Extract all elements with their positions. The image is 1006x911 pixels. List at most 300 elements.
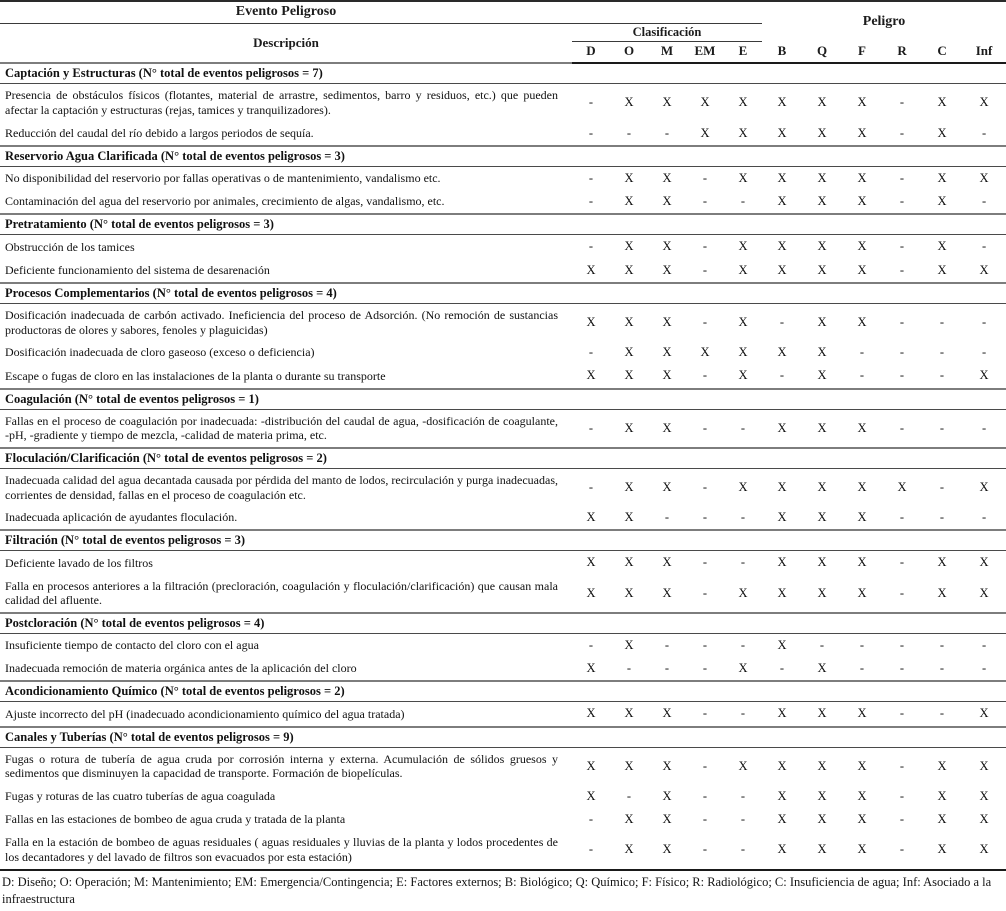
section-title: Pretratamiento (N° total de eventos peligrosos = 3) xyxy=(0,214,1006,235)
mark-cell: - xyxy=(702,788,708,803)
col-header-o: O xyxy=(610,42,648,63)
mark-cell: X xyxy=(586,510,596,525)
mark-cell: - xyxy=(702,842,708,857)
mark-cell: - xyxy=(981,420,987,435)
mark-cell: X xyxy=(937,585,947,600)
event-row xyxy=(0,785,1006,808)
event-description: No disponibilidad del reservorio por fallas operativas o de mantenimiento, vandalismo etc. xyxy=(5,171,441,186)
mark-cell: X xyxy=(624,239,634,254)
mark-cell: X xyxy=(777,125,787,140)
section-title: Coagulación (N° total de eventos peligrosos = 1) xyxy=(0,389,1006,410)
section-title: Postcloración (N° total de eventos peligrosos = 4) xyxy=(0,613,1006,634)
section-title: Filtración (N° total de eventos peligrosos = 3) xyxy=(0,530,1006,551)
event-description: Deficiente lavado de los filtros xyxy=(5,555,153,570)
event-row xyxy=(0,303,1006,341)
mark-cell: - xyxy=(981,661,987,676)
mark-cell: X xyxy=(979,262,989,277)
mark-cell: X xyxy=(817,585,827,600)
mark-cell: X xyxy=(624,842,634,857)
mark-cell: - xyxy=(702,661,708,676)
mark-cell: X xyxy=(777,842,787,857)
mark-cell: - xyxy=(740,812,746,827)
event-row xyxy=(0,235,1006,259)
event-row xyxy=(0,122,1006,146)
mark-cell: - xyxy=(939,637,945,652)
mark-cell: X xyxy=(857,239,867,254)
header-row-top xyxy=(0,1,1006,24)
event-row xyxy=(0,259,1006,283)
mark-cell: - xyxy=(740,194,746,209)
mark-cell: X xyxy=(857,758,867,773)
mark-cell: - xyxy=(859,345,865,360)
mark-cell: - xyxy=(588,637,594,652)
mark-cell: X xyxy=(817,170,827,185)
mark-cell: X xyxy=(937,842,947,857)
mark-cell: X xyxy=(662,262,672,277)
mark-cell: X xyxy=(817,368,827,383)
mark-cell: - xyxy=(588,479,594,494)
col-header-r: R xyxy=(882,42,922,63)
event-description: Deficiente funcionamiento del sistema de desarenación xyxy=(5,262,270,277)
event-description: Fugas o rotura de tubería de agua cruda por corrosión interna y externa. Acumulación de sólidos gruesos y sedimentos que disminuyen la capacidad de transporte. Formación de biopelículas. xyxy=(5,751,558,781)
mark-cell: X xyxy=(937,170,947,185)
mark-cell: X xyxy=(586,262,596,277)
mark-cell: X xyxy=(857,262,867,277)
mark-cell: X xyxy=(700,345,710,360)
mark-cell: X xyxy=(817,758,827,773)
section-title: Acondicionamiento Químico (N° total de eventos peligrosos = 2) xyxy=(0,681,1006,702)
mark-cell: - xyxy=(702,479,708,494)
event-description: Dosificación inadecuada de carbón activado. Ineficiencia del proceso de Adsorción. (No remoción de sustancias productoras de olores y sabores, fenoles y plaguicidas) xyxy=(5,307,558,337)
mark-cell: X xyxy=(738,314,748,329)
mark-cell: X xyxy=(817,842,827,857)
col-header-q: Q xyxy=(802,42,842,63)
descripcion-header: Descripción xyxy=(253,34,319,50)
mark-cell: X xyxy=(857,479,867,494)
clasificacion-header: Clasificación xyxy=(572,24,762,42)
col-header-c: C xyxy=(922,42,962,63)
mark-cell: X xyxy=(777,758,787,773)
mark-cell: X xyxy=(937,758,947,773)
mark-cell: X xyxy=(979,758,989,773)
event-row xyxy=(0,702,1006,727)
mark-cell: X xyxy=(662,555,672,570)
mark-cell: X xyxy=(700,95,710,110)
mark-cell: - xyxy=(899,555,905,570)
col-header-f: F xyxy=(842,42,882,63)
event-description: Falla en procesos anteriores a la filtración (precloración, coagulación y floculación/clarificación) que causan mala calidad del afluente. xyxy=(5,578,558,608)
mark-cell: X xyxy=(979,842,989,857)
mark-cell: X xyxy=(857,842,867,857)
mark-cell: - xyxy=(740,420,746,435)
mark-cell: - xyxy=(588,95,594,110)
section-header-row xyxy=(0,448,1006,469)
section-header-row xyxy=(0,530,1006,551)
col-header-e: E xyxy=(724,42,762,63)
mark-cell: X xyxy=(662,585,672,600)
section-title: Procesos Complementarios (N° total de eventos peligrosos = 4) xyxy=(0,283,1006,304)
mark-cell: X xyxy=(979,812,989,827)
mark-cell: X xyxy=(979,555,989,570)
mark-cell: - xyxy=(740,555,746,570)
mark-cell: X xyxy=(857,170,867,185)
peligro-title: Peligro xyxy=(862,13,906,29)
mark-cell: X xyxy=(738,239,748,254)
mark-cell: X xyxy=(662,239,672,254)
mark-cell: - xyxy=(899,842,905,857)
mark-cell: X xyxy=(857,95,867,110)
event-description: Escape o fugas de cloro en las instalaciones de la planta o durante su transporte xyxy=(5,368,386,383)
mark-cell: X xyxy=(857,314,867,329)
mark-cell: - xyxy=(939,661,945,676)
mark-cell: X xyxy=(897,479,907,494)
mark-cell: - xyxy=(588,170,594,185)
mark-cell: X xyxy=(979,706,989,721)
mark-cell: X xyxy=(857,125,867,140)
mark-cell: - xyxy=(702,555,708,570)
mark-cell: - xyxy=(899,170,905,185)
section-header-row xyxy=(0,613,1006,634)
mark-cell: X xyxy=(624,758,634,773)
mark-cell: X xyxy=(979,585,989,600)
event-description: Presencia de obstáculos físicos (flotantes, material de arrastre, sedimentos, barro y residuos, etc.) que pueden afectar la captación y estructuras (rejas, tamices y tranquilizadores). xyxy=(5,88,558,118)
event-row xyxy=(0,747,1006,785)
mark-cell: X xyxy=(817,345,827,360)
mark-cell: - xyxy=(899,95,905,110)
mark-cell: - xyxy=(664,637,670,652)
evento-peligroso-title: Evento Peligroso xyxy=(0,1,572,24)
mark-cell: X xyxy=(624,510,634,525)
mark-cell: - xyxy=(779,661,785,676)
mark-cell: X xyxy=(937,239,947,254)
mark-cell: X xyxy=(624,479,634,494)
mark-cell: - xyxy=(981,345,987,360)
mark-cell: X xyxy=(777,95,787,110)
mark-cell: - xyxy=(859,637,865,652)
section-header-row xyxy=(0,389,1006,410)
mark-cell: X xyxy=(624,194,634,209)
col-header-inf: Inf xyxy=(962,42,1006,63)
event-description: Fugas y roturas de las cuatro tuberías de agua coagulada xyxy=(5,789,276,804)
mark-cell: - xyxy=(626,788,632,803)
mark-cell: X xyxy=(777,420,787,435)
mark-cell: X xyxy=(817,555,827,570)
mark-cell: X xyxy=(738,262,748,277)
mark-cell: X xyxy=(777,637,787,652)
event-row xyxy=(0,84,1006,122)
mark-cell: X xyxy=(937,95,947,110)
mark-cell: X xyxy=(586,585,596,600)
mark-cell: X xyxy=(662,345,672,360)
section-header-row xyxy=(0,146,1006,167)
mark-cell: X xyxy=(777,788,787,803)
col-header-em: EM xyxy=(686,42,724,63)
mark-cell: - xyxy=(939,706,945,721)
mark-cell: - xyxy=(702,262,708,277)
mark-cell: - xyxy=(939,345,945,360)
mark-cell: X xyxy=(586,758,596,773)
mark-cell: X xyxy=(937,788,947,803)
mark-cell: - xyxy=(702,637,708,652)
mark-cell: - xyxy=(740,637,746,652)
section-header-row xyxy=(0,214,1006,235)
mark-cell: - xyxy=(899,125,905,140)
mark-cell: X xyxy=(624,637,634,652)
event-description: Inadecuada aplicación de ayudantes floculación. xyxy=(5,510,238,525)
mark-cell: X xyxy=(817,812,827,827)
event-description: Insuficiente tiempo de contacto del cloro con el agua xyxy=(5,638,259,653)
mark-cell: X xyxy=(586,314,596,329)
event-row xyxy=(0,575,1006,613)
mark-cell: - xyxy=(626,125,632,140)
mark-cell: - xyxy=(702,194,708,209)
mark-cell: X xyxy=(662,420,672,435)
event-row xyxy=(0,190,1006,214)
mark-cell: X xyxy=(857,706,867,721)
mark-cell: - xyxy=(702,314,708,329)
mark-cell: X xyxy=(817,239,827,254)
mark-cell: - xyxy=(740,706,746,721)
mark-cell: - xyxy=(819,637,825,652)
mark-cell: - xyxy=(899,314,905,329)
event-row xyxy=(0,409,1006,448)
mark-cell: X xyxy=(624,368,634,383)
mark-cell: - xyxy=(899,706,905,721)
section-header-row xyxy=(0,283,1006,304)
mark-cell: X xyxy=(857,585,867,600)
mark-cell: X xyxy=(738,170,748,185)
mark-cell: X xyxy=(662,479,672,494)
mark-cell: X xyxy=(777,345,787,360)
mark-cell: - xyxy=(664,661,670,676)
mark-cell: X xyxy=(662,788,672,803)
mark-cell: - xyxy=(740,510,746,525)
section-title: Canales y Tuberías (N° total de eventos peligrosos = 9) xyxy=(0,727,1006,748)
mark-cell: X xyxy=(857,788,867,803)
mark-cell: - xyxy=(939,479,945,494)
mark-cell: X xyxy=(662,758,672,773)
mark-cell: X xyxy=(937,262,947,277)
mark-cell: X xyxy=(586,368,596,383)
event-row xyxy=(0,468,1006,506)
mark-cell: X xyxy=(738,95,748,110)
mark-cell: X xyxy=(624,345,634,360)
event-row xyxy=(0,364,1006,388)
mark-cell: X xyxy=(738,345,748,360)
col-header-d: D xyxy=(572,42,610,63)
mark-cell: - xyxy=(899,637,905,652)
mark-cell: - xyxy=(702,758,708,773)
mark-cell: - xyxy=(779,314,785,329)
mark-cell: - xyxy=(981,125,987,140)
mark-cell: X xyxy=(624,420,634,435)
mark-cell: - xyxy=(588,812,594,827)
mark-cell: - xyxy=(899,788,905,803)
section-title: Floculación/Clarificación (N° total de eventos peligrosos = 2) xyxy=(0,448,1006,469)
event-description: Inadecuada remoción de materia orgánica antes de la aplicación del cloro xyxy=(5,661,357,676)
mark-cell: X xyxy=(817,262,827,277)
mark-cell: - xyxy=(939,510,945,525)
mark-cell: - xyxy=(981,194,987,209)
mark-cell: X xyxy=(817,479,827,494)
event-description: Dosificación inadecuada de cloro gaseoso (exceso o deficiencia) xyxy=(5,345,315,360)
mark-cell: X xyxy=(857,194,867,209)
mark-cell: X xyxy=(624,812,634,827)
mark-cell: X xyxy=(586,661,596,676)
mark-cell: - xyxy=(664,125,670,140)
mark-cell: - xyxy=(939,420,945,435)
mark-cell: - xyxy=(626,661,632,676)
section-title: Reservorio Agua Clarificada (N° total de eventos peligrosos = 3) xyxy=(0,146,1006,167)
mark-cell: X xyxy=(624,706,634,721)
mark-cell: X xyxy=(777,812,787,827)
section-header-row xyxy=(0,681,1006,702)
mark-cell: X xyxy=(624,555,634,570)
mark-cell: X xyxy=(777,706,787,721)
mark-cell: X xyxy=(937,555,947,570)
mark-cell: - xyxy=(664,510,670,525)
mark-cell: - xyxy=(859,661,865,676)
mark-cell: X xyxy=(738,125,748,140)
mark-cell: X xyxy=(777,170,787,185)
mark-cell: X xyxy=(700,125,710,140)
mark-cell: - xyxy=(939,314,945,329)
mark-cell: X xyxy=(777,239,787,254)
mark-cell: - xyxy=(588,842,594,857)
mark-cell: X xyxy=(738,479,748,494)
mark-cell: X xyxy=(586,555,596,570)
mark-cell: X xyxy=(777,194,787,209)
mark-cell: X xyxy=(937,125,947,140)
mark-cell: X xyxy=(624,314,634,329)
mark-cell: - xyxy=(899,262,905,277)
section-header-row xyxy=(0,727,1006,748)
mark-cell: - xyxy=(899,510,905,525)
mark-cell: - xyxy=(702,368,708,383)
mark-cell: - xyxy=(899,661,905,676)
mark-cell: X xyxy=(662,842,672,857)
mark-cell: X xyxy=(817,314,827,329)
header-spacer xyxy=(572,1,762,24)
mark-cell: X xyxy=(662,194,672,209)
event-description: Obstrucción de los tamices xyxy=(5,239,135,254)
mark-cell: X xyxy=(777,510,787,525)
mark-cell: X xyxy=(857,510,867,525)
event-row xyxy=(0,633,1006,657)
mark-cell: X xyxy=(738,661,748,676)
event-description: Ajuste incorrecto del pH (inadecuado acondicionamiento químico del agua tratada) xyxy=(5,706,405,721)
mark-cell: X xyxy=(937,194,947,209)
mark-cell: - xyxy=(899,239,905,254)
mark-cell: X xyxy=(662,368,672,383)
mark-cell: X xyxy=(979,368,989,383)
mark-cell: - xyxy=(981,314,987,329)
mark-cell: X xyxy=(662,170,672,185)
mark-cell: X xyxy=(979,95,989,110)
mark-cell: - xyxy=(702,239,708,254)
event-description: Contaminación del agua del reservorio por animales, crecimiento de algas, vandalismo, etc. xyxy=(5,194,445,209)
event-description: Inadecuada calidad del agua decantada causada por pérdida del manto de lodos, recirculación y purga inadecuadas, corrientes de densidad, fallas en el proceso de coagulación etc. xyxy=(5,472,558,502)
mark-cell: - xyxy=(899,758,905,773)
mark-cell: X xyxy=(777,262,787,277)
mark-cell: - xyxy=(588,125,594,140)
mark-cell: X xyxy=(777,555,787,570)
mark-cell: - xyxy=(702,585,708,600)
mark-cell: - xyxy=(899,368,905,383)
mark-cell: X xyxy=(738,758,748,773)
mark-cell: - xyxy=(588,420,594,435)
mark-cell: X xyxy=(817,788,827,803)
event-row xyxy=(0,506,1006,530)
mark-cell: - xyxy=(588,239,594,254)
event-description: Fallas en el proceso de coagulación por inadecuada: -distribución del caudal de agua, -dosificación de coagulante, -pH, -gradiente y tiempo de mezcla, -calidad de materia prima, etc. xyxy=(5,413,558,443)
event-row xyxy=(0,657,1006,681)
col-header-m: M xyxy=(648,42,686,63)
mark-cell: - xyxy=(899,420,905,435)
mark-cell: X xyxy=(857,420,867,435)
event-row xyxy=(0,341,1006,364)
mark-cell: - xyxy=(740,842,746,857)
mark-cell: - xyxy=(899,194,905,209)
mark-cell: X xyxy=(937,812,947,827)
mark-cell: X xyxy=(857,812,867,827)
mark-cell: X xyxy=(662,314,672,329)
mark-cell: X xyxy=(817,125,827,140)
table-header xyxy=(0,1,1006,63)
mark-cell: X xyxy=(624,585,634,600)
mark-cell: X xyxy=(817,420,827,435)
mark-cell: - xyxy=(899,812,905,827)
mark-cell: - xyxy=(588,345,594,360)
mark-cell: X xyxy=(738,368,748,383)
mark-cell: X xyxy=(738,585,748,600)
mark-cell: - xyxy=(981,510,987,525)
event-row xyxy=(0,166,1006,190)
mark-cell: - xyxy=(899,345,905,360)
mark-cell: X xyxy=(817,706,827,721)
mark-cell: X xyxy=(817,194,827,209)
event-row xyxy=(0,808,1006,831)
legend-footnote: D: Diseño; O: Operación; M: Mantenimiento; EM: Emergencia/Contingencia; E: Factores externos; B: Biológico; Q: Químico; F: Físico; R: Radiológico; C: Insuficiencia de agua; Inf: Asociado a la infraestructura xyxy=(2,874,992,906)
event-description: Reducción del caudal del río debido a largos periodos de sequía. xyxy=(5,125,314,140)
mark-cell: - xyxy=(740,788,746,803)
mark-cell: - xyxy=(702,706,708,721)
mark-cell: - xyxy=(588,194,594,209)
section-header-row xyxy=(0,63,1006,84)
mark-cell: - xyxy=(859,368,865,383)
mark-cell: - xyxy=(702,812,708,827)
mark-cell: X xyxy=(979,479,989,494)
mark-cell: - xyxy=(702,170,708,185)
mark-cell: X xyxy=(624,262,634,277)
mark-cell: - xyxy=(702,420,708,435)
mark-cell: X xyxy=(586,788,596,803)
mark-cell: X xyxy=(857,555,867,570)
section-title: Captación y Estructuras (N° total de eventos peligrosos = 7) xyxy=(0,63,1006,84)
mark-cell: X xyxy=(662,812,672,827)
event-description: Falla en la estación de bombeo de aguas residuales ( aguas residuales y lluvias de la planta y lodos procedentes de los decantadores y del lavado de filtros son evacuados por esta estación) xyxy=(5,835,558,865)
mark-cell: X xyxy=(662,706,672,721)
col-header-b: B xyxy=(762,42,802,63)
mark-cell: X xyxy=(979,170,989,185)
mark-cell: X xyxy=(624,170,634,185)
mark-cell: X xyxy=(586,706,596,721)
mark-cell: X xyxy=(817,510,827,525)
mark-cell: X xyxy=(777,479,787,494)
mark-cell: - xyxy=(899,585,905,600)
mark-cell: X xyxy=(624,95,634,110)
table-body xyxy=(0,63,1006,869)
